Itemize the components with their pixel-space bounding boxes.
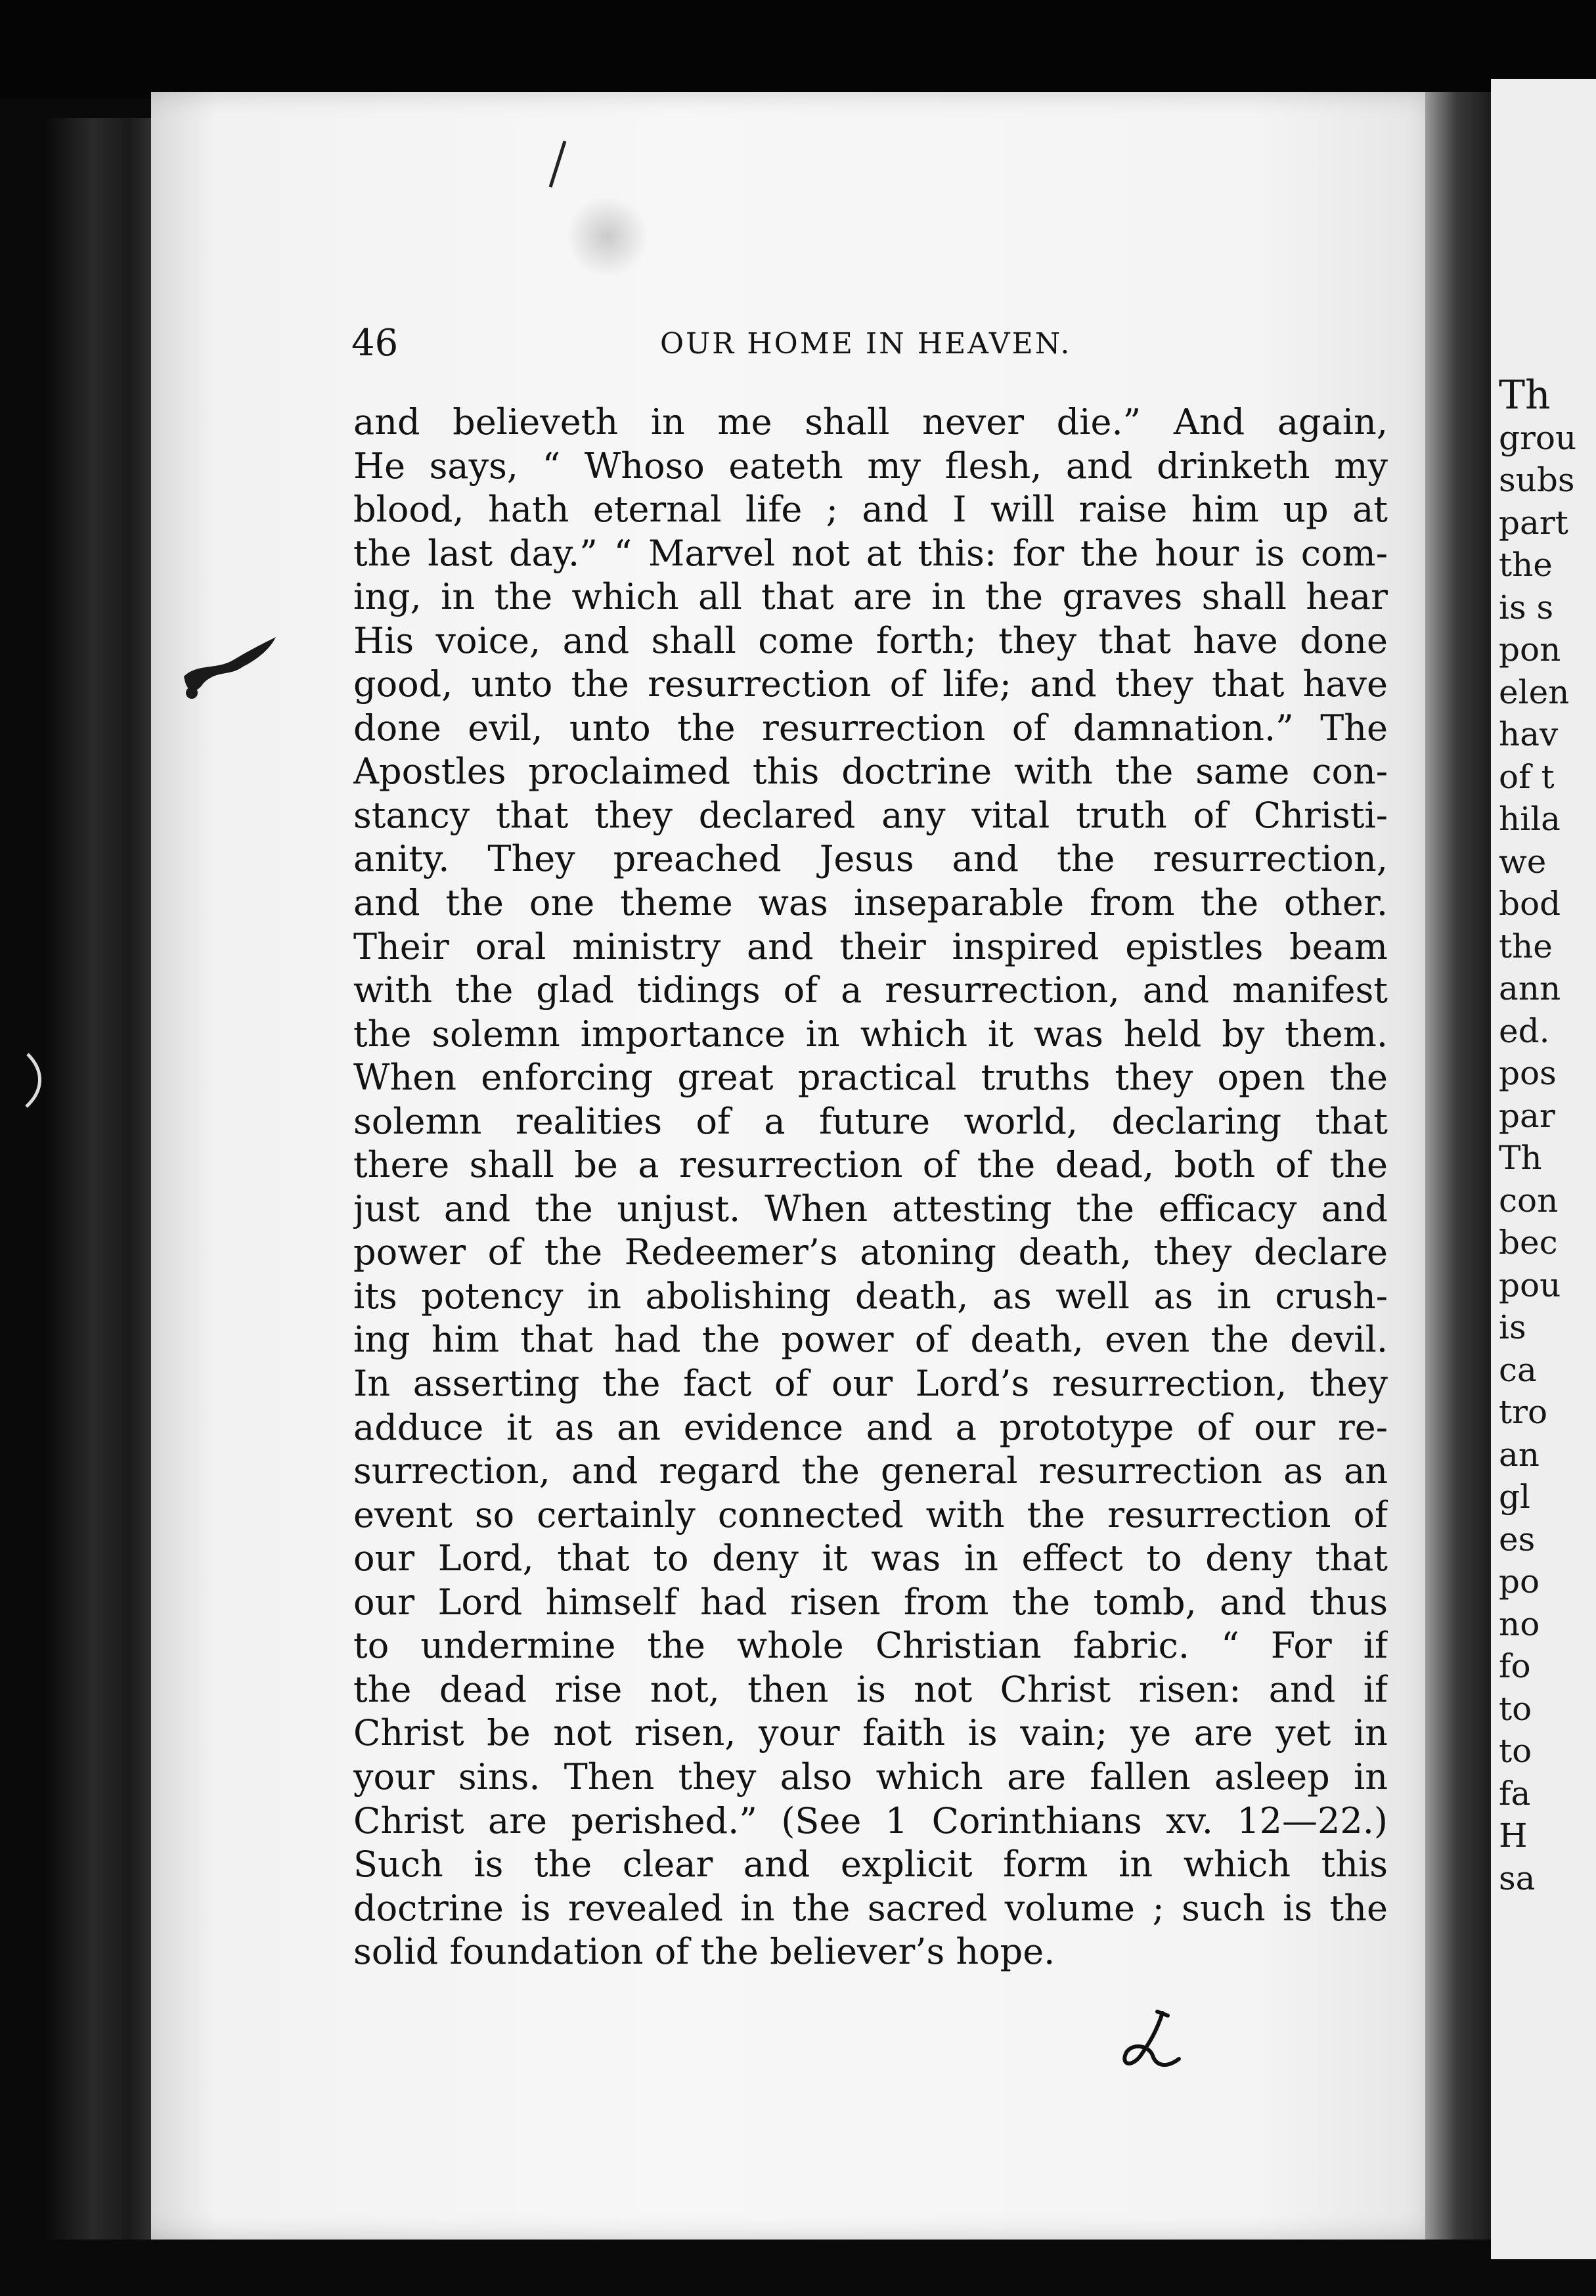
text-line: and the one theme was inseparable from the other. xyxy=(353,882,1388,924)
facing-text-fragment: fa xyxy=(1499,1774,1531,1813)
facing-text-fragment: Th xyxy=(1499,1139,1542,1177)
facing-page xyxy=(1491,79,1596,2259)
text-line: the solemn importance in which it was held by them. xyxy=(353,1013,1388,1055)
facing-text-fragment: tro xyxy=(1499,1393,1548,1431)
text-line: good, unto the resurrection of life; and they that have xyxy=(353,663,1388,705)
facing-text-fragment: ca xyxy=(1499,1350,1537,1389)
facing-text-fragment: an xyxy=(1499,1435,1540,1474)
facing-text-fragment: fo xyxy=(1499,1647,1531,1685)
facing-text-fragment: hila xyxy=(1499,800,1561,838)
facing-text-fragment: we xyxy=(1499,842,1547,881)
facing-text-fragment: H xyxy=(1499,1817,1528,1855)
facing-text-fragment: gl xyxy=(1499,1478,1530,1516)
facing-text-fragment: of t xyxy=(1499,757,1555,796)
text-line: Such is the clear and explicit form in which this xyxy=(353,1843,1388,1886)
facing-text-fragment: sa xyxy=(1499,1859,1536,1897)
text-line: done evil, unto the resurrection of damnation.” The xyxy=(353,707,1388,749)
text-line: its potency in abolishing death, as well as in crush- xyxy=(353,1275,1388,1317)
facing-text-fragment: the xyxy=(1499,927,1553,965)
facing-text-fragment: grou xyxy=(1499,418,1577,457)
handwritten-mark-icon xyxy=(1117,2006,1189,2079)
facing-text-fragment: subs xyxy=(1499,461,1575,499)
facing-text-fragment: to xyxy=(1499,1689,1532,1728)
text-line: power of the Redeemer’s atoning death, they declare xyxy=(353,1231,1388,1273)
facing-text-fragment: ann xyxy=(1499,969,1561,1007)
text-line: your sins. Then they also which are fallen asleep in xyxy=(353,1755,1388,1798)
text-line: just and the unjust. When attesting the efficacy and xyxy=(353,1187,1388,1229)
text-line: the dead rise not, then is not Christ risen: and if xyxy=(353,1668,1388,1710)
facing-text-fragment: ed. xyxy=(1499,1011,1550,1050)
text-line: with the glad tidings of a resurrection, and manifest xyxy=(353,969,1388,1011)
text-line: our Lord, that to deny it was in effect to deny that xyxy=(353,1537,1388,1579)
margin-bracket-icon xyxy=(21,1051,47,1110)
pencil-mark-icon xyxy=(539,138,578,190)
text-line: ing, in the which all that are in the graves shall hear xyxy=(353,576,1388,618)
text-line: event so certainly connected with the resurrection of xyxy=(353,1493,1388,1535)
ink-blot-icon xyxy=(177,630,282,703)
body-text xyxy=(353,401,1388,1974)
text-line: our Lord himself had risen from the tomb, and thus xyxy=(353,1581,1388,1623)
facing-text-fragment: es xyxy=(1499,1520,1536,1558)
facing-text-fragment: elen xyxy=(1499,673,1570,711)
text-line: His voice, and shall come forth; they that have done xyxy=(353,619,1388,661)
facing-page-text xyxy=(1499,374,1576,1899)
facing-text-fragment: po xyxy=(1499,1562,1540,1601)
text-line: doctrine is revealed in the sacred volume ; such is the xyxy=(353,1887,1388,1929)
facing-text-fragment: pon xyxy=(1499,630,1561,669)
facing-text-fragment: no xyxy=(1499,1604,1540,1643)
book-left-edge xyxy=(46,118,164,2240)
facing-text-fragment: con xyxy=(1499,1181,1559,1220)
text-line: there shall be a resurrection of the dead, both of the xyxy=(353,1144,1388,1186)
text-line: He says, “ Whoso eateth my flesh, and drinketh my xyxy=(353,445,1388,487)
binding-top xyxy=(0,0,1596,99)
facing-text-fragment: hav xyxy=(1499,715,1559,753)
facing-text-fragment: pos xyxy=(1499,1054,1557,1092)
text-line: solemn realities of a future world, declaring that xyxy=(353,1100,1388,1142)
text-line: and believeth in me shall never die.” And again, xyxy=(353,401,1388,443)
text-line: surrection, and regard the general resurrection as an xyxy=(353,1450,1388,1492)
text-line: Christ are perished.” (See 1 Corinthians xv. 12—22.) xyxy=(353,1799,1388,1842)
text-line: In asserting the fact of our Lord’s resurrection, they xyxy=(353,1363,1388,1405)
text-line: stancy that they declared any vital truth of Christi- xyxy=(353,794,1388,836)
text-line: anity. They preached Jesus and the resurrection, xyxy=(353,838,1388,880)
facing-text-fragment: to xyxy=(1499,1732,1532,1770)
running-head xyxy=(351,322,1389,374)
text-line: Their oral ministry and their inspired epistles beam xyxy=(353,925,1388,967)
text-line: the last day.” “ Marvel not at this: for the hour is com- xyxy=(353,532,1388,574)
facing-text-fragment: is xyxy=(1499,1308,1526,1346)
facing-text-fragment: Th xyxy=(1499,372,1551,418)
text-line: Christ be not risen, your faith is vain; ye are yet in xyxy=(353,1712,1388,1754)
text-line: to undermine the whole Christian fabric. “ For if xyxy=(353,1625,1388,1667)
text-line: Apostles proclaimed this doctrine with the same con- xyxy=(353,751,1388,793)
facing-text-fragment: part xyxy=(1499,503,1568,542)
page-number: 46 xyxy=(351,322,399,364)
facing-text-fragment: par xyxy=(1499,1096,1555,1135)
facing-text-fragment: bod xyxy=(1499,885,1561,923)
page-smudge xyxy=(565,197,650,276)
facing-text-fragment: pou xyxy=(1499,1266,1561,1304)
facing-text-fragment: is s xyxy=(1499,588,1554,627)
text-line: solid foundation of the believer’s hope. xyxy=(353,1931,1055,1973)
text-line: adduce it as an evidence and a prototype of our re- xyxy=(353,1406,1388,1448)
facing-text-fragment: the xyxy=(1499,546,1553,584)
running-title: OUR HOME IN HEAVEN. xyxy=(660,327,1072,361)
facing-text-fragment: bec xyxy=(1499,1224,1558,1262)
text-line: ing him that had the power of death, even the devil. xyxy=(353,1319,1388,1361)
text-line: blood, hath eternal life ; and I will raise him up at xyxy=(353,489,1388,531)
text-line: When enforcing great practical truths they open the xyxy=(353,1057,1388,1099)
